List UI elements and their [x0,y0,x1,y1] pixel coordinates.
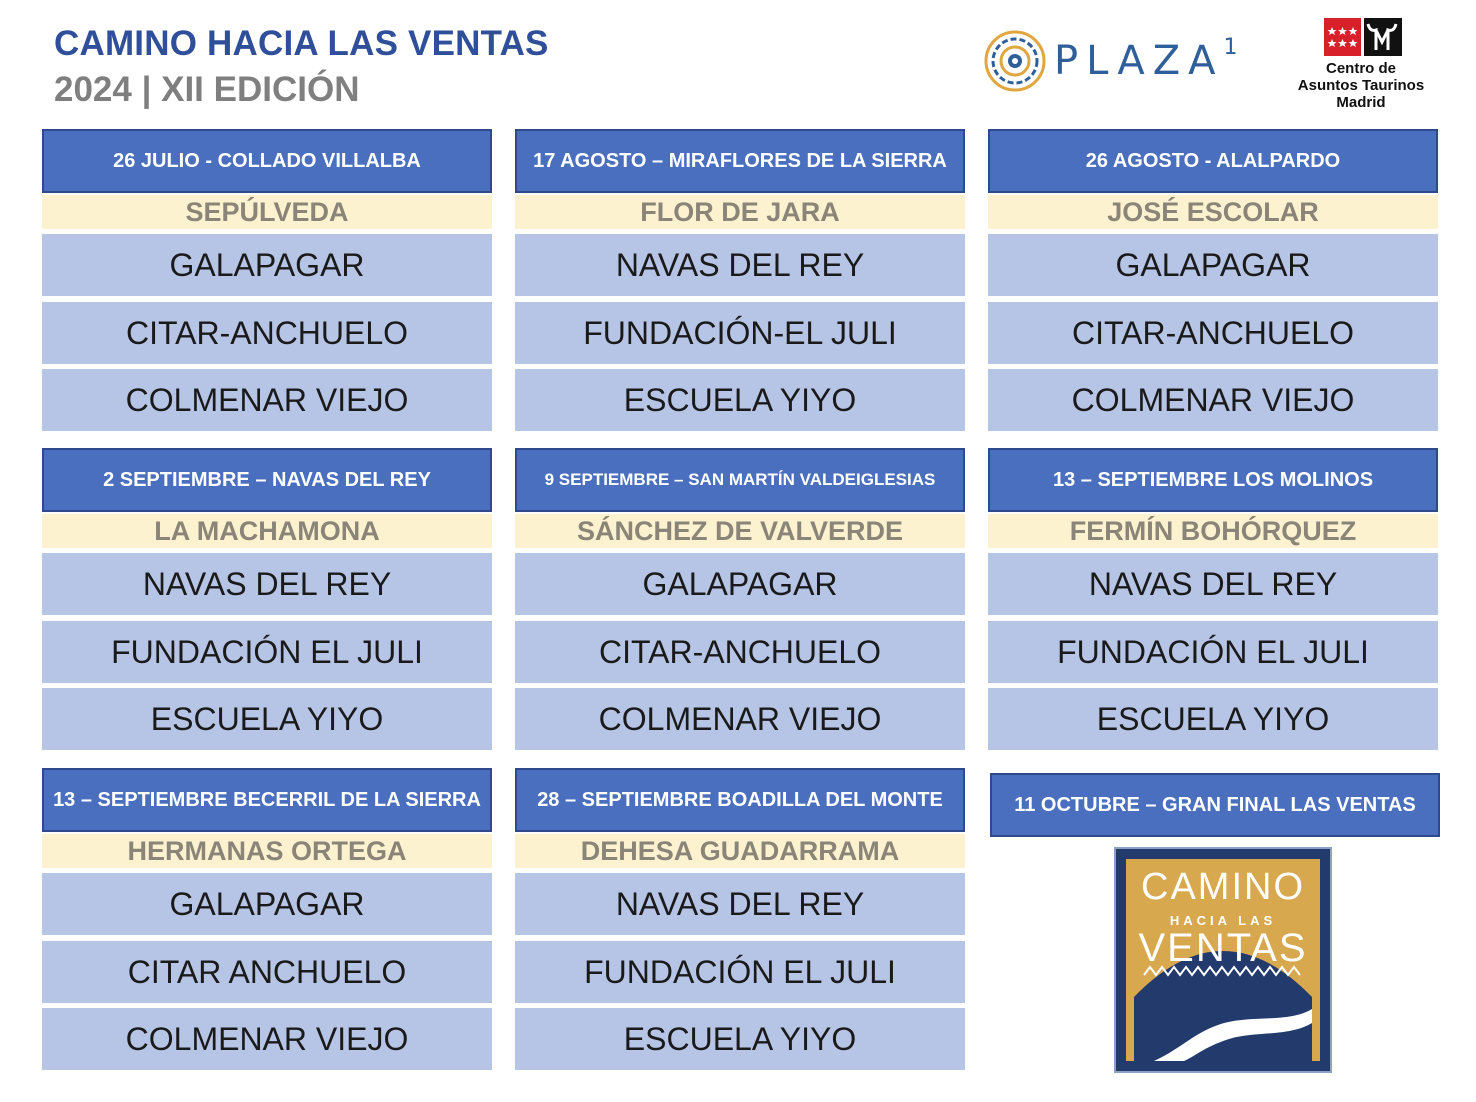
plaza1-wordmark: PLAZA$^1$ [1054,34,1238,84]
logo-hacia-text: HACIA LAS [1169,913,1277,928]
event-header: 2 SEPTIEMBRE – NAVAS DEL REY [42,448,492,512]
escuela-row: ESCUELA YIYO [515,369,965,431]
event-ganaderia: SEPÚLVEDA [42,195,492,229]
escuela-row: FUNDACIÓN-EL JULI [515,302,965,364]
escuela-row: CITAR-ANCHUELO [515,621,965,683]
event-header: 17 AGOSTO – MIRAFLORES DE LA SIERRA [515,129,965,193]
escuela-row: GALAPAGAR [515,553,965,615]
camino-hacia-las-ventas-logo [1114,847,1332,1073]
plaza1-logo [984,28,1244,92]
final-header: 11 OCTUBRE – GRAN FINAL LAS VENTAS [990,773,1440,837]
escuela-row: FUNDACIÓN EL JULI [988,621,1438,683]
centro-asuntos-taurinos-logo [1276,18,1446,114]
escuela-row: FUNDACIÓN EL JULI [515,941,965,1003]
escuela-row: FUNDACIÓN EL JULI [42,621,492,683]
escuela-row: NAVAS DEL REY [988,553,1438,615]
escuela-row: NAVAS DEL REY [515,873,965,935]
plaza1-emblem-icon [984,30,1046,92]
logo-camino-text: CAMINO [1141,866,1305,908]
escuela-row: NAVAS DEL REY [42,553,492,615]
escuela-row: CITAR ANCHUELO [42,941,492,1003]
escuela-row: ESCUELA YIYO [42,688,492,750]
page-title: CAMINO HACIA LAS VENTAS [54,24,549,63]
event-ganaderia: HERMANAS ORTEGA [42,834,492,868]
escuela-row: ESCUELA YIYO [988,688,1438,750]
escuela-row: COLMENAR VIEJO [42,1008,492,1070]
centro-asuntos-taurinos-text: Centro de Asuntos Taurinos Madrid [1297,60,1425,111]
event-ganaderia: LA MACHAMONA [42,514,492,548]
escuela-row: COLMENAR VIEJO [988,369,1438,431]
escuela-row: GALAPAGAR [42,234,492,296]
event-header: 9 SEPTIEMBRE – SAN MARTÍN VALDEIGLESIAS [515,448,965,512]
event-header: 26 JULIO - COLLADO VILLALBA [42,129,492,193]
logo-ventas-text: VENTAS [1138,926,1308,970]
escuela-row: GALAPAGAR [988,234,1438,296]
event-ganaderia: FERMÍN BOHÓRQUEZ [988,514,1438,548]
event-ganaderia: DEHESA GUADARRAMA [515,834,965,868]
event-ganaderia: JOSÉ ESCOLAR [988,195,1438,229]
event-header: 26 AGOSTO - ALALPARDO [988,129,1438,193]
escuela-row: GALAPAGAR [42,873,492,935]
escuela-row: COLMENAR VIEJO [515,688,965,750]
page-subtitle: 2024 | XII EDICIÓN [54,70,360,109]
escuela-row: COLMENAR VIEJO [42,369,492,431]
event-ganaderia: FLOR DE JARA [515,195,965,229]
escuela-row: ESCUELA YIYO [515,1008,965,1070]
event-ganaderia: SÁNCHEZ DE VALVERDE [515,514,965,548]
event-header: 13 – SEPTIEMBRE LOS MOLINOS [988,448,1438,512]
event-header: 28 – SEPTIEMBRE BOADILLA DEL MONTE [515,768,965,832]
event-header: 13 – SEPTIEMBRE BECERRIL DE LA SIERRA [42,768,492,832]
escuela-row: CITAR-ANCHUELO [42,302,492,364]
madrid-flag-bull-icon [1324,18,1402,56]
escuela-row: CITAR-ANCHUELO [988,302,1438,364]
escuela-row: NAVAS DEL REY [515,234,965,296]
